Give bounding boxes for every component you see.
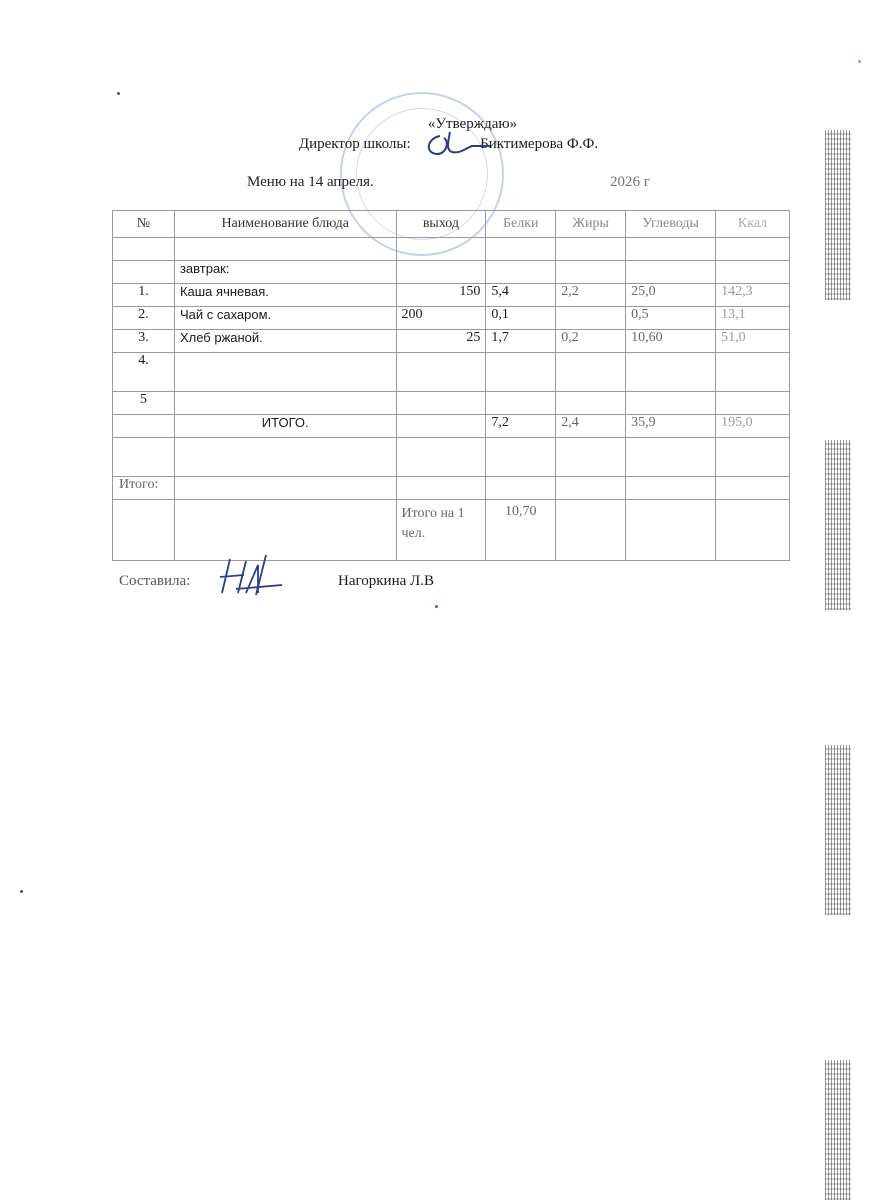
menu-year: 2026 г [610,174,650,190]
scan-speck [435,605,438,608]
composer-signature [216,553,286,597]
total-kcal: 195,0 [716,415,790,438]
dish-name: Хлеб ржаной. [174,330,396,353]
table-row: 5 [113,392,790,415]
per-person-label: Итого на 1 чел. [396,500,486,561]
table-row: 1. Каша ячневая. 150 5,4 2,2 25,0 142,3 [113,284,790,307]
col-number: № [113,211,175,238]
total-protein: 7,2 [486,415,556,438]
col-kcal: Ккал [716,211,790,238]
table-row [113,261,790,284]
per-person-value: 10,70 [486,500,556,561]
table-row: 2. Чай с сахаром. 200 0,1 0,5 13,1 [113,307,790,330]
director-signature [420,128,492,160]
total-fat: 2,4 [556,415,626,438]
scan-noise [825,130,851,300]
menu-table [112,210,790,561]
table-row [113,438,790,477]
scan-speck [20,890,23,893]
total-carbs: 35,9 [626,415,716,438]
director-label: Директор школы: [298,136,411,152]
scan-noise [825,1060,851,1200]
section-label: завтрак: [174,261,396,284]
table-header-row [113,211,790,238]
table-row [113,238,790,261]
col-fat: Жиры [556,211,626,238]
per-person-row [113,500,790,561]
dish-name: Чай с сахаром. [174,307,396,330]
col-yield: выход [396,211,486,238]
itogo-row [113,477,790,500]
itogo-label: Итого: [113,477,175,500]
total-label: ИТОГО. [174,415,396,438]
table-row: 4. [113,353,790,392]
scan-speck [858,60,861,63]
director-name: Биктимерова Ф.Ф. [480,136,599,152]
composer-name: Нагоркина Л.В [338,573,434,589]
scan-noise [825,440,851,610]
composer-label: Составила: [119,573,191,589]
menu-title: Меню на 14 апреля. [247,174,374,190]
approve-label: «Утверждаю» [427,116,518,132]
dish-name: Каша ячневая. [174,284,396,307]
col-carbs: Углеводы [626,211,716,238]
table-row: 3. Хлеб ржаной. 25 1,7 0,2 10,60 51,0 [113,330,790,353]
scan-speck [117,92,120,95]
scan-noise [825,745,851,915]
total-row [113,415,790,438]
col-protein: Белки [486,211,556,238]
col-dish-name: Наименование блюда [174,211,396,238]
